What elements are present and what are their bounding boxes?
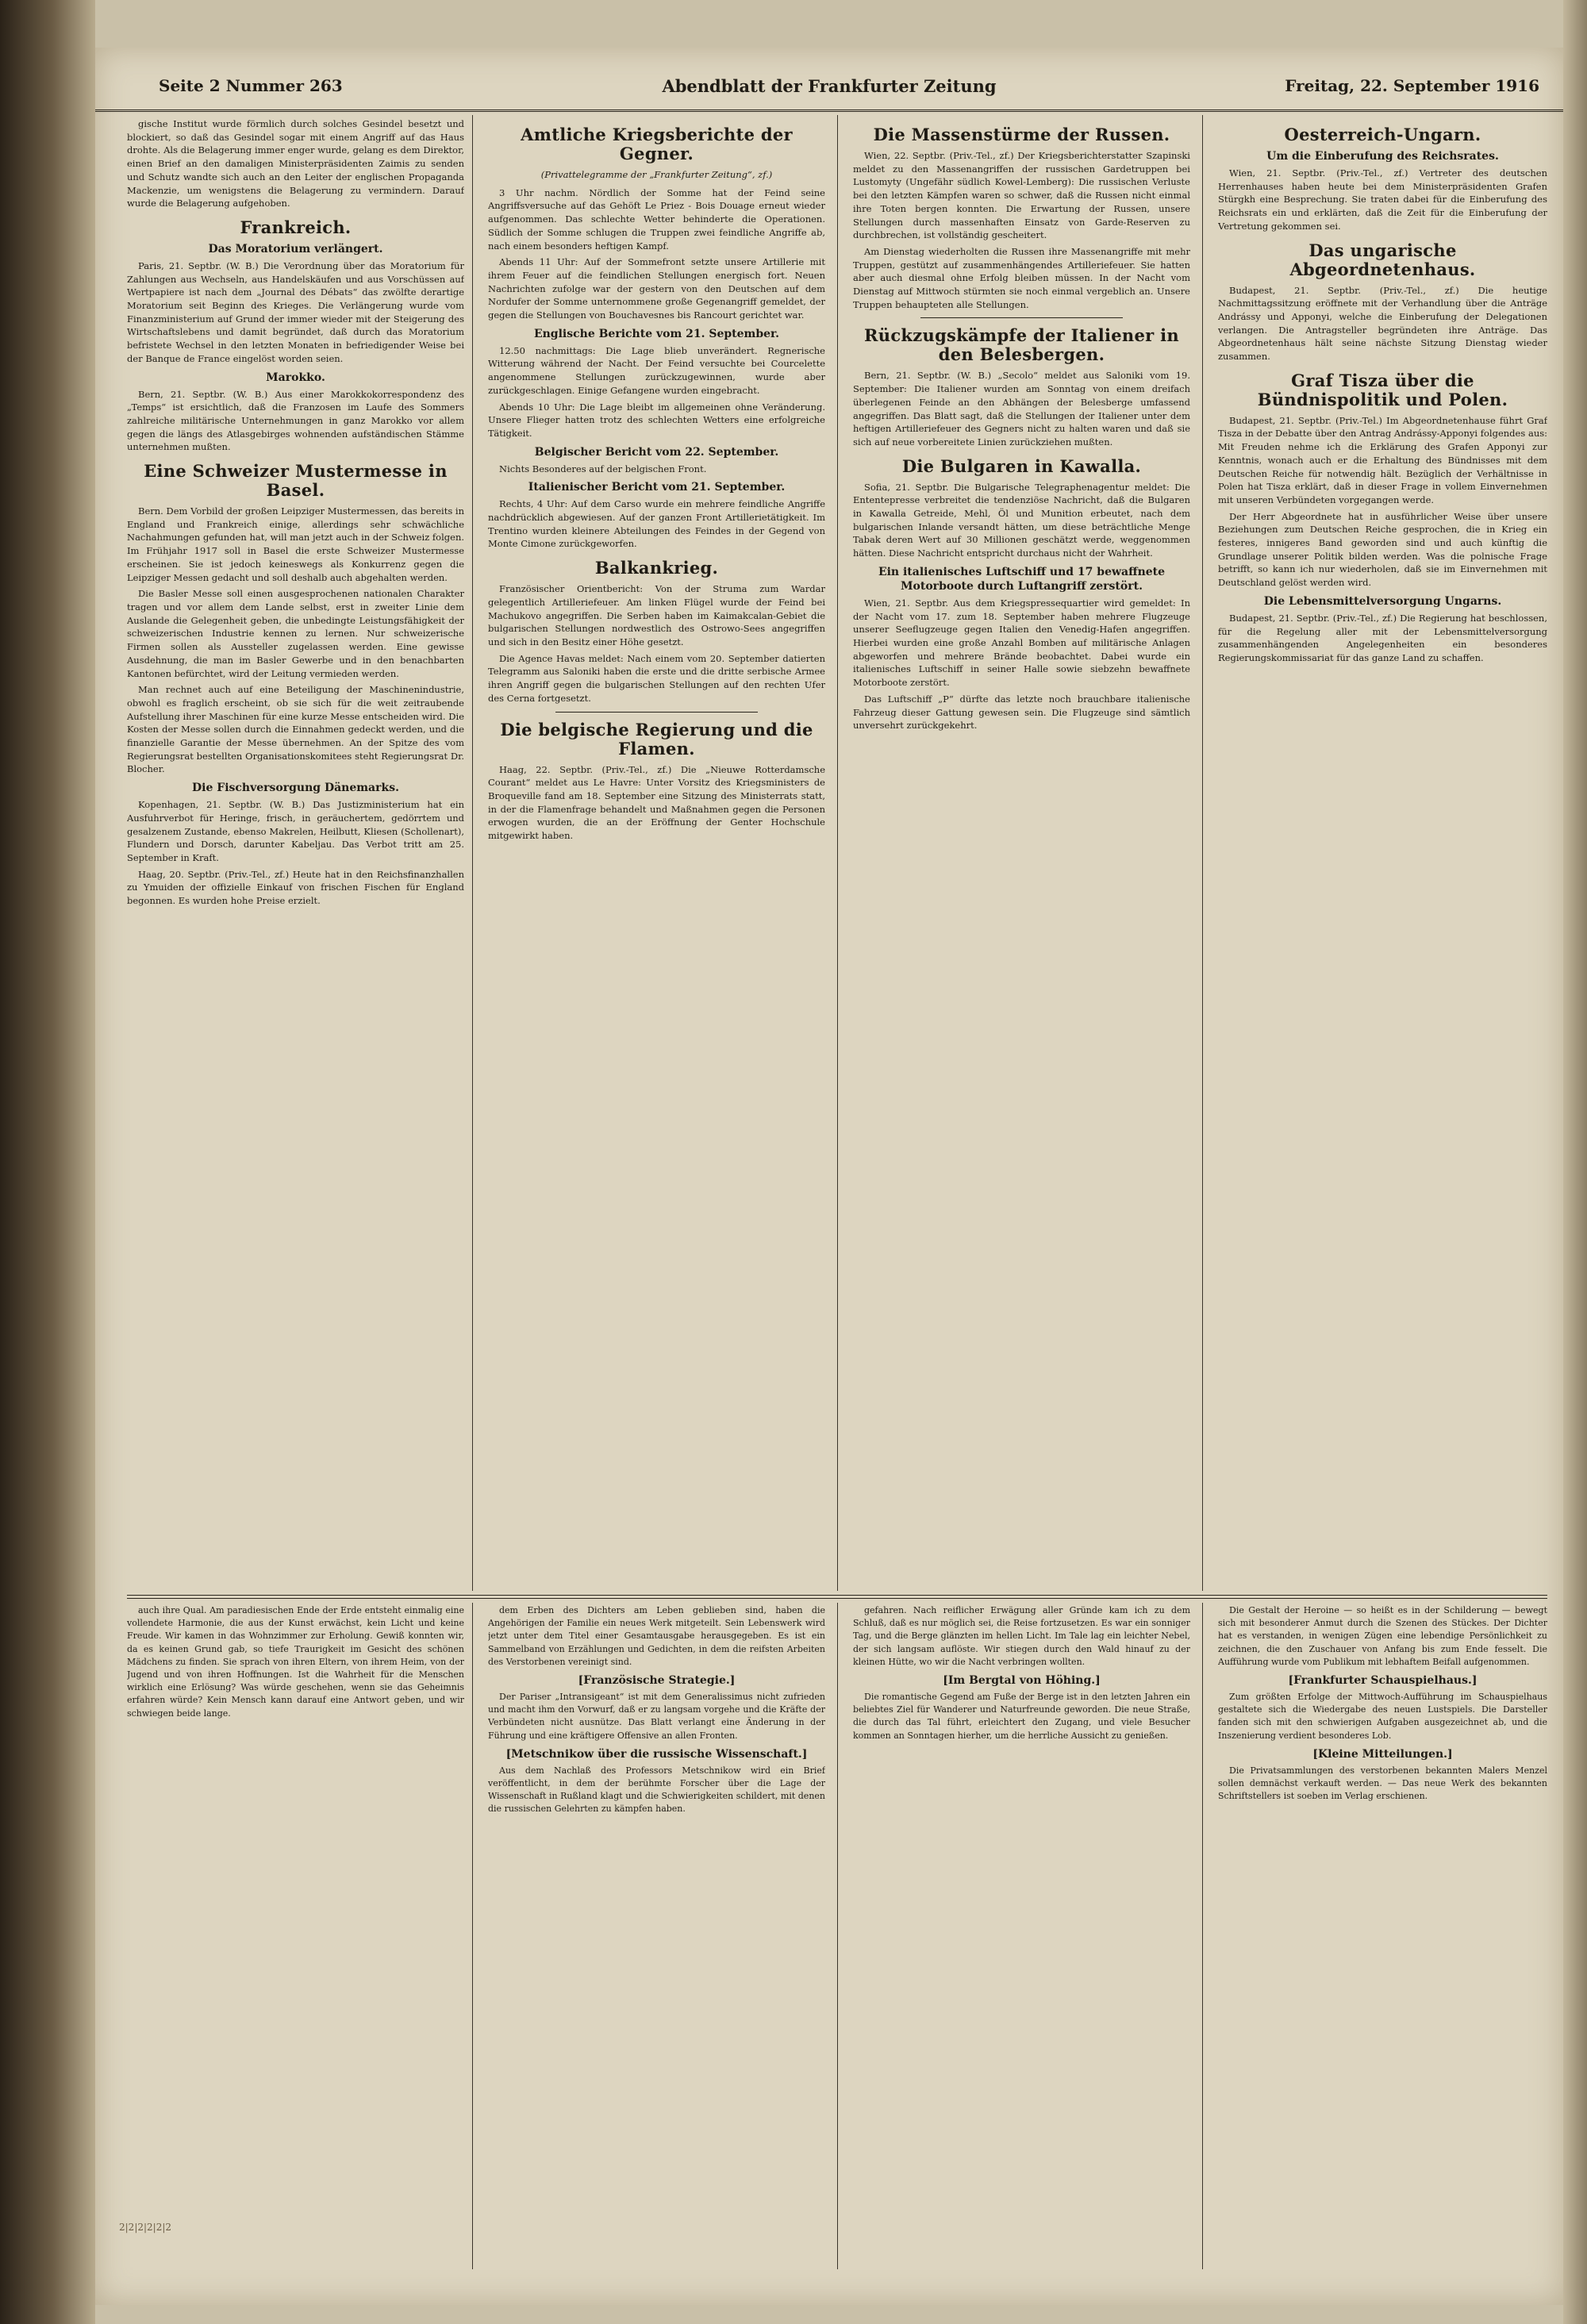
- article-text: Französischer Orientbericht: Von der Struma zum Wardar gelegentlich Artilleriefeuer. Am linken Flügel wurde der Feind bei Machukovo angegriffen. Die Serben haben im Kaimakcalan-Gebiet die bulgarischen Stellungen nordwestlich des Ostrowo-Sees angegriffen und sich in den Besitz einer Höhe gesetzt.: [488, 583, 825, 647]
- section-heading: Oesterreich-Ungarn.: [1284, 125, 1481, 144]
- book-spine: [0, 0, 95, 2324]
- article-heading: Ein italienisches Luftschiff und 17 bewaffnete Motorboote durch Luftangriff zerstört.: [878, 565, 1166, 593]
- article-subheading: Marokko.: [266, 371, 325, 384]
- column-4: [1218, 117, 1547, 1589]
- issue-date: Freitag, 22. September 1916: [1285, 76, 1539, 95]
- article-heading: Rückzugskämpfe der Italiener in den Belesbergen.: [864, 325, 1179, 365]
- feuilleton-text: dem Erben des Dichters am Leben geblieben sind, haben die Angehörigen der Familie ein neues Werk mitgeteilt. Sein Lebenswerk wird jetzt unter dem Titel einer Gesamtausgabe herausgegeben. Es ist ein Sammelband von Erzählungen und Gedichten, in dem die reifsten Arbeiten des Verstorbenen vereinigt sind.: [488, 1605, 825, 1667]
- divider: [920, 317, 1123, 318]
- notice-heading: [Metschnikow über die russische Wissenschaft.]: [505, 1747, 808, 1761]
- column-rule: [1202, 115, 1203, 1591]
- article-text: Abends 10 Uhr: Die Lage bleibt im allgemeinen ohne Veränderung. Unsere Flieger hatten trotz des schlechten Wetters eine erfolgreiche Tätigkeit.: [488, 401, 825, 439]
- article-text: Budapest, 21. Septbr. (Priv.-Tel., zf.) Die heutige Nachmittagssitzung eröffnete mit der Verhandlung über die Anträge Andrássy und Apponyi, welche die Einberufung der Delegationen verlangen. Die Antragsteller begründeten ihre Anträge. Das Abgeordnetenhaus hält seine nächste Sitzung Dienstag wieder zusammen.: [1218, 284, 1547, 363]
- article-text: Budapest, 21. Septbr. (Priv.-Tel., zf.) Die Regierung hat beschlossen, für die Regelung aller mit der Lebensmittelversorgung zusammenhängenden Angelegenheiten ein besonderes Regierungskommissariat für das ganze Land zu schaffen.: [1218, 612, 1547, 663]
- column-1: [127, 117, 464, 1589]
- article-text: Die Basler Messe soll einen ausgesprochenen nationalen Charakter tragen und vor allem dem Lande selbst, erst in zweiter Linie dem Auslande die Gelegenheit geben, die unbedingte Leistungsfähigkeit der schweizerischen Industrie kennen zu lernen. Nur schweizerische Firmen sollen als Aussteller zugelassen werden. Eine gewisse Ausdehnung, die man im Basler Gewerbe und in den benachbarten Kantonen befürchtet, wird der Leitung vermieden werden.: [127, 588, 464, 679]
- feuilleton-column-3: [853, 1604, 1190, 2271]
- article-text: Sofia, 21. Septbr. Die Bulgarische Telegraphenagentur meldet: Die Ententepresse verbreitet die tendenziöse Nachricht, daß die Bulgaren in Kawalla Getreide, Mehl, Öl und Munition erbeutet, nach dem bulgarischen Inlande versandt hätten, um diese beträchtliche Menge Tabak deren Wert auf 30 Millionen geschätzt werde, weggenommen hätten. Diese Nachricht entspricht durchaus nicht der Wahrheit.: [853, 481, 1190, 559]
- article-heading: Amtliche Kriegsberichte der Gegner.: [521, 125, 793, 163]
- column-rule: [472, 115, 473, 1591]
- article-text: Budapest, 21. Septbr. (Priv.-Tel.) Im Abgeordnetenhause führt Graf Tisza in der Debatte über den Antrag Andrássy-Apponyi folgendes aus: Mit Freuden nehme ich die Erklärung des Grafen Apponyi zur Kenntnis, wonach auch er die Erhaltung des Bündnisses mit dem Deutschen Reiche für notwendig hält. Bezüglich der Verhältnisse in Polen hat Tisza erklärt, daß in dieser Frage in vollem Einvernehmen mit unseren Verbündeten vorgegangen werde.: [1218, 414, 1547, 505]
- column-rule: [472, 1603, 473, 2269]
- feuilleton-column-2: [488, 1604, 825, 2271]
- divider: [555, 712, 758, 713]
- article-text: 3 Uhr nachm. Nördlich der Somme hat der Feind seine Angriffsversuche auf das Gehöft Le Priez - Bois Douage erneut wieder aufgenommen. Das schlechte Wetter behinderte die Operationen. Südlich der Somme schlugen die Truppen zwei feindliche Angriffe ab, nach einem besonders heftigen Kampf.: [488, 186, 825, 252]
- article-text: Die Agence Havas meldet: Nach einem vom 20. September datierten Telegramm aus Saloniki haben die erste und die dritte serbische Armee ihren Angriff gegen die bulgarischen Stellungen auf den rechten Ufer des Cerna fortgesetzt.: [488, 652, 825, 704]
- article-text: Rechts, 4 Uhr: Auf dem Carso wurde ein mehrere feindliche Angriffe nachdrücklich abgewiesen. Auf der ganzen Front Artillerietätigkeit. Im Trentino wurden kleinere Abteilungen des Feindes in der Gegend von Monte Cimone zurückgeworfen.: [488, 498, 825, 550]
- article-subheading: Die Lebensmittelversorgung Ungarns.: [1263, 594, 1502, 608]
- article-text: 12.50 nachmittags: Die Lage blieb unverändert. Regnerische Witterung während der Nacht. Der Feind versuchte bei Courcelette angenommene Stellungen zurückzugewinnen, wurde aber zurückgeschlagen. Einige Gefangene wurden eingebracht.: [488, 344, 825, 396]
- article-text: Kopenhagen, 21. Septbr. (W. B.) Das Justizministerium hat ein Ausfuhrverbot für Heringe, frisch, in geräuchertem, gedörrtem und gesalzenem Zustande, ebenso Makrelen, Heilbutt, Kliesen (Schollenart), Flundern und Dorsch, darunter Kabeljau. Das Verbot tritt am 25. September in Kraft.: [127, 799, 464, 863]
- article-text: Wien, 21. Septbr. (Priv.-Tel., zf.) Vertreter des deutschen Herrenhauses haben heute bei dem Ministerpräsidenten Grafen Stürgkh eine Besprechung. Sie traten dabei für die Einberufung des Reichsrats ein und erklärten, daß die Zeit für die Einberufung der Vertretung gekommen sei.: [1218, 167, 1547, 232]
- section-heading: Balkankrieg.: [594, 558, 719, 578]
- article-text: Man rechnet auch auf eine Beteiligung der Maschinenindustrie, obwohl es fraglich erscheint, ob sie sich für die weit zeitraubende Aufstellung ihrer Maschinen für eine kurze Messe entscheiden wird. Die Kosten der Messe sollen durch die Einnahmen gedeckt werden, und die finanzielle Garantie der Messe übernehmen. An der Spitze des vom Regierungsrat bestellten Organisationskomitees steht Regierungsrat Dr. Blocher.: [127, 684, 464, 775]
- article-heading: Die Bulgaren in Kawalla.: [901, 455, 1142, 476]
- article-text: Wien, 22. Septbr. (Priv.-Tel., zf.) Der Kriegsberichterstatter Szapinski meldet zu den Massenangriffen der russischen Gardetruppen bei Lustomyty (Ungefähr südlich Kowel-Lemberg): Die russischen Verluste bei den letzten Kämpfen waren so schwer, daß die Russen nicht einmal ihre Toten bergen konnten. Die Erwartung der Russen, unsere Stellungen durch massenhaften Einsatz von Garde-Reserven zu durchbrechen, ist vollständig gescheitert.: [853, 150, 1190, 241]
- notice-heading: [Frankfurter Schauspielhaus.]: [1288, 1674, 1477, 1688]
- article-text: Paris, 21. Septbr. (W. B.) Die Verordnung über das Moratorium für Zahlungen aus Wechseln, aus Handelskäufen und aus Vorschüssen auf Wertpapiere ist nach dem „Journal des Débats“ das zwölfte derartige Moratorium seit Beginn des Krieges. Die Verlängerung wurde vom Finanzministerium auf Grund der immer wieder mit der Steigerung des Wirtschaftslebens und damit begründet, daß durch das Moratorium befristete Wechsel in den letzten Monaten in befriedigender Weise bei der Banque de France eingelöst worden seien.: [127, 259, 464, 364]
- feuilleton-text: Aus dem Nachlaß des Professors Metschnikow wird ein Brief veröffentlicht, in dem der berühmte Forscher über die Lage der Wissenschaft in Rußland klagt und die Schwierigkeiten schildert, mit denen die russischen Gelehrten zu kämpfen haben.: [488, 1765, 825, 1815]
- column-3: [853, 117, 1190, 1589]
- article-subheading: Die Fischversorgung Dänemarks.: [192, 782, 399, 795]
- article-heading: Das ungarische Abgeordnetenhaus.: [1289, 240, 1476, 279]
- article-heading: Die Massenstürme der Russen.: [873, 125, 1170, 144]
- article-text: gische Institut wurde förmlich durch solches Gesindel besetzt und blockiert, so daß das Gesindel sogar mit einem Angriff auf das Haus drohte. Als die Belagerung immer enger wurde, gelang es dem Direktor, einen Brief an den damaligen Ministerpräsidenten Zaimis zu senden und Schutz wandte sich auch an den Leiter der englischen Propaganda Mackenzie, um wenigstens die Belagerung zu vermindern. Darauf wurde die Belagerung aufgehoben.: [127, 118, 464, 209]
- article-dek: (Privattelegramme der „Frankfurter Zeitung“, zf.): [540, 169, 773, 180]
- newspaper-page: [95, 48, 1563, 2305]
- article-subheading: Belgischer Bericht vom 22. September.: [534, 445, 779, 459]
- article-text: Haag, 20. Septbr. (Priv.-Tel., zf.) Heute hat in den Reichsfinanzhallen zu Ymuiden der offizielle Einkauf von frischen Fischen für England begonnen. Es wurden hohe Preise erzielt.: [127, 868, 464, 907]
- article-subheading: Italienischer Bericht vom 21. September.: [528, 481, 786, 494]
- feuilleton-column-4: [1218, 1604, 1547, 2271]
- feuilleton-divider: [127, 1595, 1547, 1599]
- notice-heading: [Französische Strategie.]: [578, 1674, 736, 1688]
- feuilleton-column-1: [127, 1604, 464, 2271]
- feuilleton-text: Die Gestalt der Heroine — so heißt es in der Schilderung — bewegt sich mit besonderer Anmut durch die Szenen des Stückes. Der Dichter hat es verstanden, in wenigen Zügen eine lebendige Persönlichkeit zu zeichnen, die den Zuschauer von Anfang bis zum Ende fesselt. Die Aufführung wurde vom Publikum mit lebhaftem Beifall aufgenommen.: [1218, 1605, 1547, 1667]
- archive-stamp: 2|2|2|2|2|2: [119, 2222, 172, 2233]
- feuilleton-text: gefahren. Nach reiflicher Erwägung aller Gründe kam ich zu dem Schluß, daß es nur möglich sei, die Reise fortzusetzen. Es war ein sonniger Tag, und die Berge glänzten im hellen Licht. Im Tale lag ein leichter Nebel, der sich langsam auflöste. Wir stiegen durch den Wald hinauf zu der kleinen Hütte, wo wir die Nacht verbringen wollten.: [853, 1605, 1190, 1667]
- page-number-label: Seite 2 Nummer 263: [159, 76, 343, 95]
- article-text: Bern, 21. Septbr. (W. B.) „Secolo“ meldet aus Saloniki vom 19. September: Die Italiener wurden am Sonntag von einem dreifach überlegenen Feinde an den Abhängen der Belesberge umfassend angegriffen. Das Blatt sagt, daß die Stellungen der Italiener unter dem heftigen Artilleriefeuer des Gegners nicht zu halten waren und daß sie sich auf neue vorbereitete Linien zurückziehen mußten.: [853, 370, 1190, 448]
- feuilleton-text: auch ihre Qual. Am paradiesischen Ende der Erde entsteht einmalig eine vollendete Harmonie, die aus der Kunst erwächst, kein Licht und keine Freude. Wir kamen in das Wohnzimmer zur Erholung. Gewiß konnten wir, da es keinen Grund gab, so tiefe Traurigkeit im Gesicht des schönen Mädchens zu finden. Sie sprach von ihren Eltern, von ihrem Heim, von der Jugend und von ihren Hoffnungen. Ist die Wahrheit für die Menschen wirklich eine Erlösung? Was würde geschehen, wenn sie das Geheimnis erfahren würde? Kein Mensch kann darauf eine Antwort geben, und wir schwiegen beide lange.: [127, 1605, 464, 1719]
- column-rule: [837, 115, 838, 1591]
- article-text: Der Herr Abgeordnete hat in ausführlicher Weise über unsere Beziehungen zum Deutschen Reiche gesprochen, die in Krieg ein festeres, innigeres Band geworden sind und auch künftig die Grundlage unserer Politik bilden werden. Was die polnische Frage betrifft, so kann ich nur wiederholen, daß sie im Einvernehmen mit Deutschland gelöst werden wird.: [1218, 510, 1547, 589]
- article-text: Wien, 21. Septbr. Aus dem Kriegspressequartier wird gemeldet: In der Nacht vom 17. zum 18. September haben mehrere Flugzeuge unserer Seeflugzeuge gegen Italien den Venedig-Hafen angegriffen. Hierbei wurden eine große Anzahl Bomben auf militärische Anlagen abgeworfen und mehrere Brände beobachtet. Dabei wurde ein italienisches Luftschiff in seiner Halle sowie siebzehn bewaffnete Motorboote zerstört.: [853, 597, 1190, 689]
- feuilleton-text: Die Privatsammlungen des verstorbenen bekannten Malers Menzel sollen demnächst verkauft werden. — Das neue Werk des bekannten Schriftstellers ist soeben im Verlag erschienen.: [1218, 1765, 1547, 1802]
- page-edge: [1563, 0, 1587, 2324]
- feuilleton-text: Die romantische Gegend am Fuße der Berge ist in den letzten Jahren ein beliebtes Ziel für Wanderer und Naturfreunde geworden. Die neue Straße, die durch das Tal führt, erleichtert den Zugang, und viele Besucher kommen an Sonntagen hierher, um die herrliche Aussicht zu genießen.: [853, 1692, 1190, 1741]
- article-text: Am Dienstag wiederholten die Russen ihre Massenangriffe mit mehr Truppen, gestützt auf zusammenhängendes Artilleriefeuer. Sie hatten aber auch diesmal ohne Erfolg bleiben müssen. In der Nacht vom Dienstag auf Mittwoch stürmten sie noch einmal vergeblich an. Unsere Truppen behaupteten alle Stellungen.: [853, 245, 1190, 310]
- section-heading: Frankreich.: [240, 217, 352, 237]
- notice-heading: [Kleine Mitteilungen.]: [1312, 1747, 1453, 1761]
- article-subheading: Das Moratorium verlängert.: [208, 242, 383, 255]
- article-heading: Eine Schweizer Mustermesse in Basel.: [144, 461, 448, 501]
- article-text: Nichts Besonderes auf der belgischen Front.: [499, 463, 707, 474]
- feuilleton-text: Der Pariser „Intransigeant“ ist mit dem Generalissimus nicht zufrieden und macht ihm den Vorwurf, daß er zu langsam vorgehe und die Kräfte der Verbündeten nicht ausnütze. Das Blatt verlangt eine Änderung in der Führung und eine kräftigere Offensive an allen Fronten.: [488, 1692, 825, 1741]
- article-subheading: Englische Berichte vom 21. September.: [533, 327, 780, 340]
- column-2: [488, 117, 825, 1589]
- column-rule: [837, 1603, 838, 2269]
- feuilleton-text: Zum größten Erfolge der Mittwoch-Aufführung im Schauspielhaus gestaltete sich die Wiedergabe des neuen Lustspiels. Die Darsteller fanden sich mit den schwierigen Aufgaben ausgezeichnet ab, und die Inszenierung verdient besonderes Lob.: [1218, 1692, 1547, 1741]
- article-text: Abends 11 Uhr: Auf der Sommefront setzte unsere Artillerie mit ihrem Feuer auf die feindlichen Stellungen energisch fort. Neuen Nachrichten zufolge war der gestern von den Deutschen auf dem Nordufer der Somme unternommene große Gegenangriff gemeldet, der gegen die Stellungen von Bouchavesnes bis Rancourt gerichtet war.: [488, 256, 825, 321]
- article-text: Das Luftschiff „P“ dürfte das letzte noch brauchbare italienische Fahrzeug dieser Gattung gewesen sein. Die Flugzeuge sind sämtlich unversehrt zurückgekehrt.: [853, 693, 1190, 732]
- column-rule: [1202, 1603, 1203, 2269]
- newspaper-title: Abendblatt der Frankfurter Zeitung: [662, 76, 997, 96]
- article-heading: Die belgische Regierung und die Flamen.: [500, 719, 813, 759]
- article-text: Bern. Dem Vorbild der großen Leipziger Mustermessen, das bereits in England und Frankreich einige, allerdings sehr schwächliche Nachahmungen gefunden hat, will man jetzt auch in der Schweiz folgen. Im Frühjahr 1917 soll in Basel die erste Schweizer Mustermesse erscheinen. Sie ist jedoch keineswegs als Konkurrenz gegen die Leipziger Messen gedacht und soll deshalb auch abgehalten werden.: [127, 505, 464, 583]
- article-subheading: Um die Einberufung des Reichsrates.: [1266, 150, 1499, 163]
- masthead: [95, 70, 1563, 112]
- notice-heading: [Im Bergtal von Höhing.]: [943, 1674, 1101, 1688]
- article-text: Haag, 22. Septbr. (Priv.-Tel., zf.) Die „Nieuwe Rotterdamsche Courant“ meldet aus Le Havre: Unter Vorsitz des Kriegsministers de Broqueville fand am 18. September eine Sitzung des Ministerrats statt, in der die Flamenfrage behandelt und Maßnahmen gegen die Personen erwogen wurden, die an der Eröffnung der Genter Hochschule mitgewirkt haben.: [488, 763, 825, 842]
- article-heading: Graf Tisza über die Bündnispolitik und Polen.: [1257, 370, 1508, 409]
- article-text: Bern, 21. Septbr. (W. B.) Aus einer Marokkokorrespondenz des „Temps“ ist ersichtlich, daß die Franzosen im Laufe des Sommers zahlreiche militärische Unternehmungen in ganz Marokko vor allem gegen die längs des Atlasgebirges wohnenden aufständischen Stämme unternehmen mußten.: [127, 388, 464, 453]
